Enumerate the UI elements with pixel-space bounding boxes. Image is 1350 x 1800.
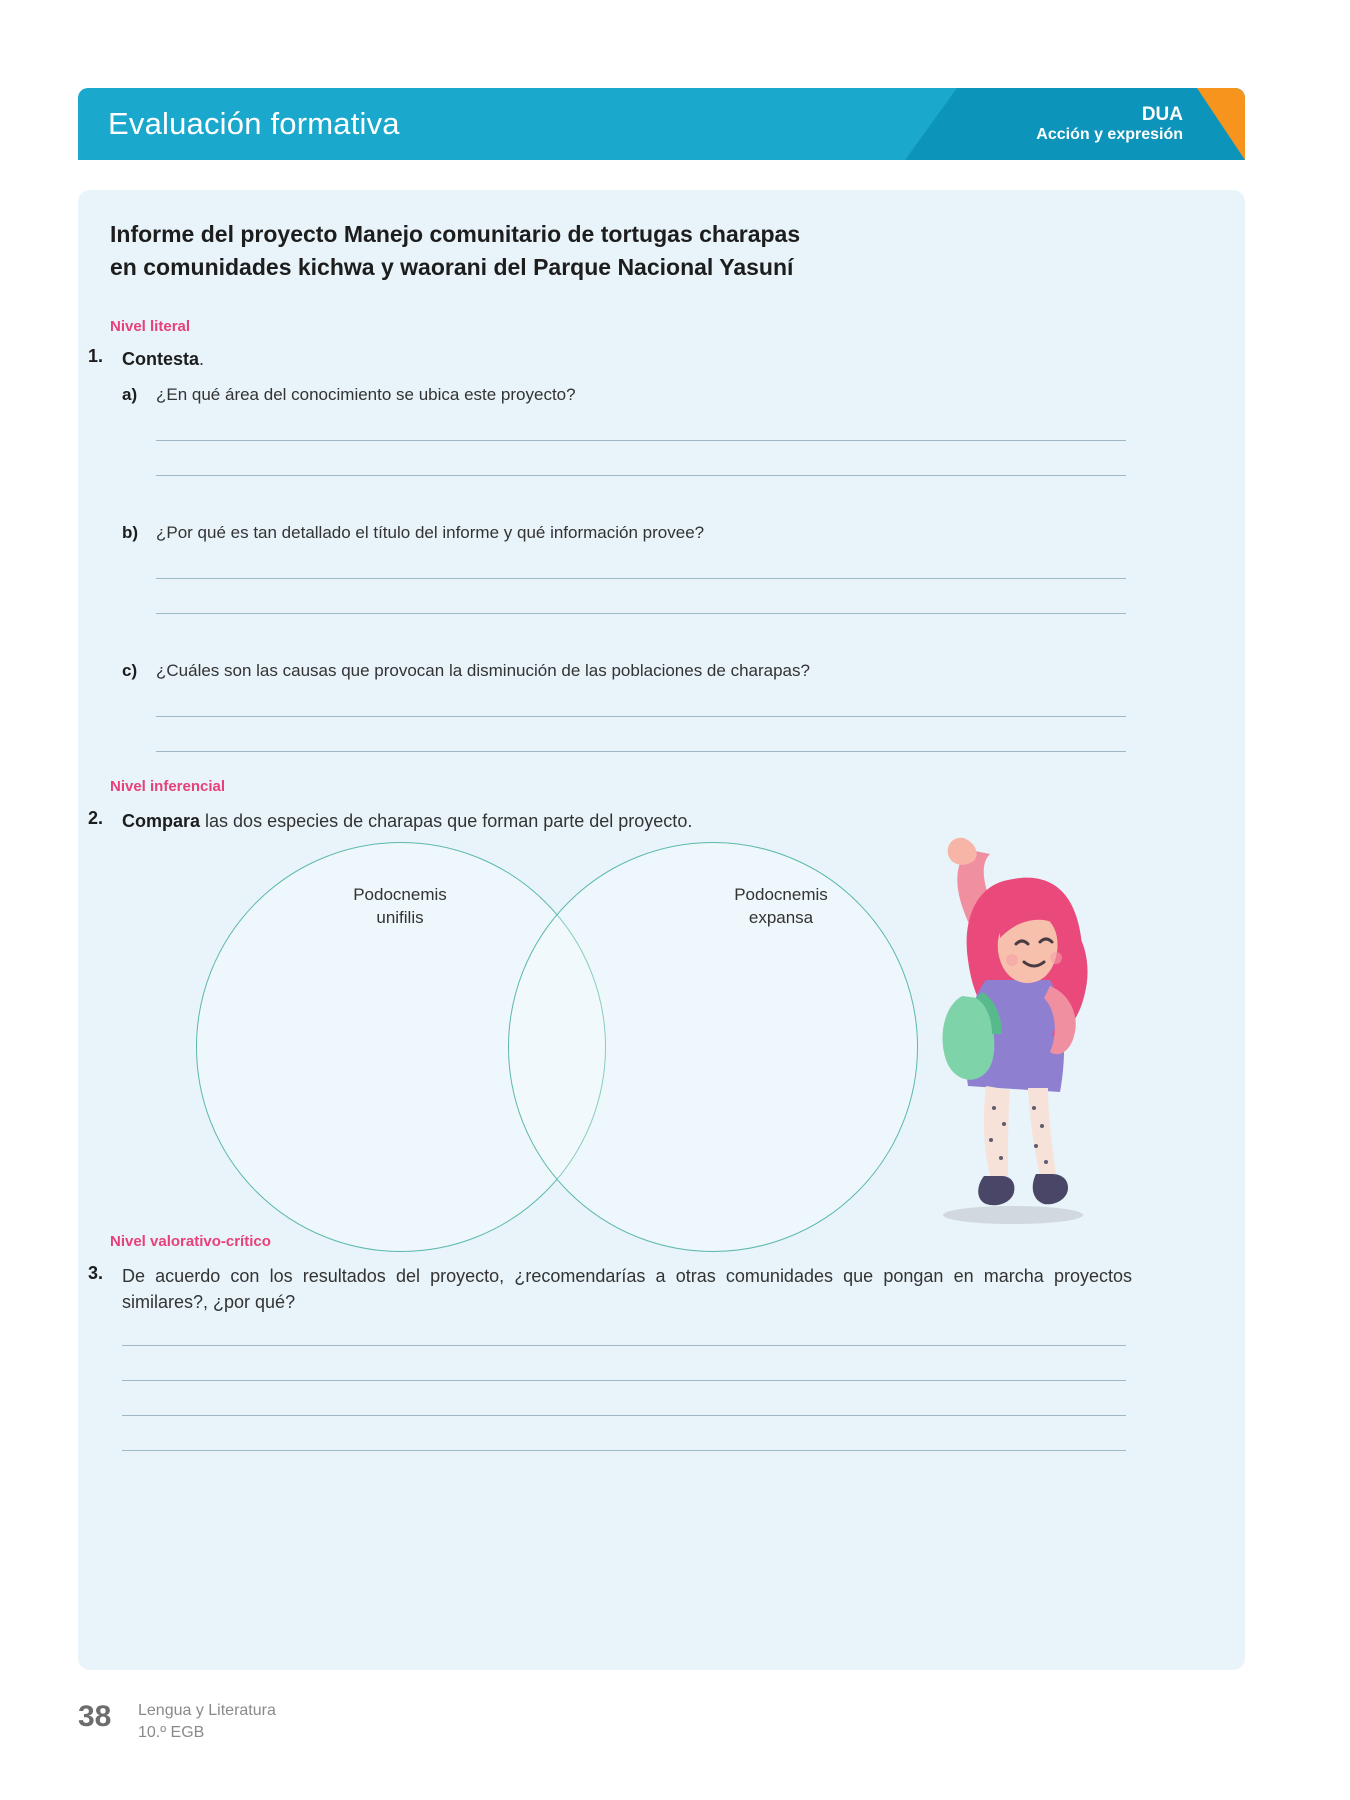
answer-line[interactable] xyxy=(156,751,1126,752)
answer-line[interactable] xyxy=(156,716,1126,717)
question-1a-letter: a) xyxy=(122,385,138,404)
answer-line[interactable] xyxy=(156,578,1126,579)
dua-badge xyxy=(1036,104,1183,144)
question-1-verb: Contesta xyxy=(122,349,200,369)
answer-line[interactable] xyxy=(122,1415,1126,1416)
answer-line[interactable] xyxy=(156,613,1126,614)
question-1c-letter: c) xyxy=(122,661,138,680)
footer-info xyxy=(138,1700,276,1743)
question-3-line2: proyectos similares?, ¿por qué? xyxy=(122,1266,1132,1313)
content-card xyxy=(78,190,1245,1670)
document-title-line2: en comunidades kichwa y waorani del Parque Nacional Yasuní xyxy=(110,254,794,281)
level-literal-label: Nivel literal xyxy=(110,318,191,335)
venn-diagram[interactable] xyxy=(118,842,978,1257)
venn-label-left-line1: Podocnemis xyxy=(353,885,447,904)
question-1b-text: ¿Por qué es tan detallado el título del informe y qué información provee? xyxy=(156,523,705,542)
page-title: Evaluación formativa xyxy=(108,106,400,141)
question-3-number: 3. xyxy=(88,1263,104,1283)
answer-line[interactable] xyxy=(156,475,1126,476)
girl-figure-icon xyxy=(858,820,1158,1240)
level-valorativo-label: Nivel valorativo-crítico xyxy=(110,1233,271,1250)
student-illustration xyxy=(858,820,1068,1240)
dua-title: DUA xyxy=(1141,103,1183,125)
document-title-line1: Informe del proyecto Manejo comunitario de tortugas charapas xyxy=(110,221,801,247)
answer-line[interactable] xyxy=(122,1380,1126,1381)
venn-label-left xyxy=(285,884,515,930)
question-2-rest: las dos especies de charapas que forman parte del proyecto. xyxy=(200,811,693,831)
dua-subtitle: Acción y expresión xyxy=(1036,125,1183,143)
answer-line[interactable] xyxy=(156,440,1126,441)
answer-line[interactable] xyxy=(122,1450,1126,1451)
question-1-number: 1. xyxy=(88,346,104,366)
footer-grade: 10.º EGB xyxy=(138,1723,205,1741)
header-banner xyxy=(78,88,1245,160)
question-3-line1: De acuerdo con los resultados del proyecto, ¿recomendarías a otras comunidades que pongan en marcha xyxy=(122,1266,1044,1286)
question-1a-text: ¿En qué área del conocimiento se ubica este proyecto? xyxy=(156,385,576,404)
footer-subject: Lengua y Literatura xyxy=(138,1702,276,1719)
question-1-rest: . xyxy=(199,349,205,369)
venn-label-right-line1: Podocnemis xyxy=(734,885,828,904)
venn-label-left-line2: unifilis xyxy=(376,907,424,927)
question-3-text xyxy=(122,1263,1132,1315)
answer-line[interactable] xyxy=(122,1345,1126,1346)
question-2-verb: Compara xyxy=(122,811,201,831)
question-1c-text: ¿Cuáles son las causas que provocan la disminución de las poblaciones de charapas? xyxy=(156,661,810,680)
document-title xyxy=(110,218,1110,285)
page-number: 38 xyxy=(78,1700,112,1733)
question-1-text xyxy=(122,346,1022,372)
level-inferencial-label: Nivel inferencial xyxy=(110,778,226,795)
question-2-number: 2. xyxy=(88,808,104,828)
venn-label-right-line2: expansa xyxy=(748,907,814,927)
question-1b-letter: b) xyxy=(122,523,139,542)
